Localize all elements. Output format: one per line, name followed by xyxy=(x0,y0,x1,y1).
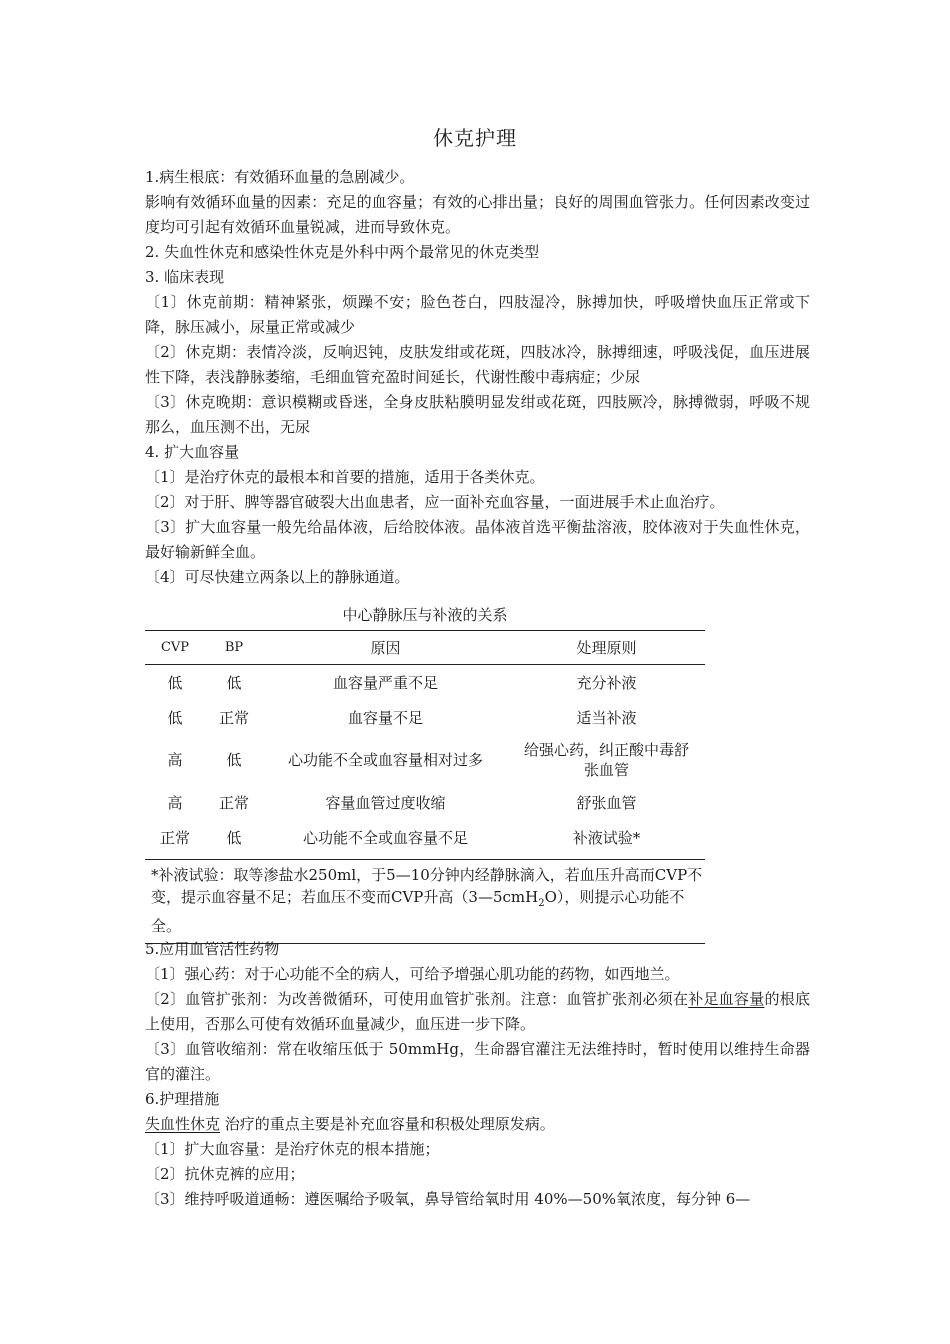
footnote-subscript: 2 xyxy=(538,898,545,909)
table-row xyxy=(145,665,705,701)
underlined-text: 失血性休克 xyxy=(145,1115,221,1133)
table-header-row xyxy=(145,631,705,665)
footnote-text-end: O），则提示心功能不全。 xyxy=(151,888,685,935)
section-4-heading: 4. 扩大血容量 xyxy=(145,443,240,461)
section-5-item: 〔1〕强心药：对于心功能不全的病人，可给予增强心肌功能的药物，如西地兰。 xyxy=(145,965,680,983)
section-6-intro xyxy=(145,1112,810,1137)
section-6-intro-text: 治疗的重点主要是补充血容量和积极处理原发病。 xyxy=(220,1115,555,1133)
table-cell: 给强心药，纠正酸中毒舒张血管 xyxy=(523,741,689,779)
table-cell: 低 xyxy=(167,673,183,692)
section-5-item-text: 〔2〕血管扩张剂：为改善微循环，可使用血管扩张剂。注意：血管扩张剂必须在 xyxy=(145,990,689,1008)
section-6-item: 〔3〕维持呼吸道通畅：遵医嘱给予吸氧，鼻导管给氧时用 40%—50%氧浓度，每分钟 6— xyxy=(145,1190,751,1208)
table-cell: 高 xyxy=(167,751,183,769)
table-caption: 中心静脉压与补液的关系 xyxy=(342,606,508,624)
section-5-item: 〔3〕血管收缩剂：常在收缩压低于 50mmHg，生命器官灌注无法维持时，暂时使用以维持生命器官的灌注。 xyxy=(145,1040,810,1083)
table-cell: 血容量严重不足 xyxy=(332,673,438,692)
section-3-heading: 3. 临床表现 xyxy=(145,268,225,286)
section-4-item: 〔4〕可尽快建立两条以上的静脉通道。 xyxy=(145,568,410,586)
section-1-text: 影响有效循环血量的因素：充足的血容量；有效的心排出量；良好的周围血管张力。任何因素改变过度均可引起有效循环血量锐减，进而导致休克。 xyxy=(145,193,810,236)
table-row xyxy=(145,785,705,820)
section-5-item-text-end: 的根底上使用，否那么可使有效循环血量减少，血压进一步下降。 xyxy=(145,990,810,1033)
section-6-item: 〔1〕扩大血容量：是治疗休克的根本措施； xyxy=(145,1140,440,1158)
footnote-text: *补液试验：取等渗盐水250ml，于5—10分钟内经静脉滴入，若血压升高而CVP不变，提示血容量不足；若血压不变而CVP升高（3—5cmH xyxy=(151,866,703,906)
section-3-item: 〔2〕休克期：表情冷淡，反响迟钝，皮肤发绀或花斑，四肢冰冷，脉搏细速，呼吸浅促，血压进展性下降，表浅静脉萎缩，毛细血管充盈时间延长，代谢性酸中毒病症；少尿 xyxy=(145,343,810,386)
section-4-item: 〔2〕对于肝、脾等器官破裂大出血患者，应一面补充血容量，一面进展手术止血治疗。 xyxy=(145,493,725,511)
table-header-cell: CVP xyxy=(145,631,205,665)
table-row xyxy=(145,735,705,785)
section-6-item: 〔2〕抗休克裤的应用； xyxy=(145,1165,305,1183)
body-text-bottom xyxy=(145,937,810,1212)
table-cell: 舒张血管 xyxy=(576,793,637,812)
cvp-table-block xyxy=(145,601,705,944)
underlined-text: 补足血容量 xyxy=(688,990,765,1008)
table-cell: 适当补液 xyxy=(576,708,637,727)
table-cell: 低 xyxy=(226,828,242,847)
table-cell: 正常 xyxy=(218,708,249,727)
section-5-item xyxy=(145,987,810,1037)
table-cell: 低 xyxy=(226,751,242,769)
section-6-heading: 6.护理措施 xyxy=(145,1090,220,1108)
table-row xyxy=(145,820,705,855)
page-title: 休克护理 xyxy=(433,126,517,150)
table-cell: 正常 xyxy=(218,793,249,812)
table-cell: 血容量不足 xyxy=(347,708,423,727)
section-3-item: 〔1〕休克前期：精神紧张，烦躁不安；脸色苍白，四肢湿冷，脉搏加快，呼吸增快血压正常或下降，脉压减小，尿量正常或减少 xyxy=(145,293,810,336)
table-header-cell: 原因 xyxy=(263,631,508,665)
table-cell: 心功能不全或血容量相对过多 xyxy=(287,751,483,769)
table-header-cell: 处理原则 xyxy=(508,631,705,665)
section-3-item: 〔3〕休克晚期：意识模糊或昏迷，全身皮肤粘膜明显发绀或花斑，四肢厥冷，脉搏微弱，呼吸不规那么，血压测不出，无尿 xyxy=(145,393,810,436)
body-text-top xyxy=(145,165,810,590)
table-row xyxy=(145,700,705,735)
table-cell: 低 xyxy=(226,673,242,692)
table-cell: 心功能不全或血容量不足 xyxy=(302,828,468,847)
table-cell: 正常 xyxy=(159,828,190,847)
cvp-table xyxy=(145,630,705,855)
table-cell: 高 xyxy=(167,793,183,812)
table-header-cell: BP xyxy=(205,631,263,665)
section-1-heading: 1.病生根底：有效循环血量的急剧减少。 xyxy=(145,168,415,186)
section-5-heading: 5.应用血管活性药物 xyxy=(145,940,280,958)
section-4-item: 〔3〕扩大血容量一般先给晶体液，后给胶体液。晶体液首选平衡盐溶液，胶体液对于失血性休克，最好输新鲜全血。 xyxy=(145,518,810,561)
table-cell: 补液试验* xyxy=(572,828,641,847)
table-footnote xyxy=(145,859,705,944)
section-2-heading: 2. 失血性休克和感染性休克是外科中两个最常见的休克类型 xyxy=(145,243,540,261)
table-cell: 容量血管过度收缩 xyxy=(325,793,446,812)
table-cell: 低 xyxy=(167,708,183,727)
section-4-item: 〔1〕是治疗休克的最根本和首要的措施，适用于各类休克。 xyxy=(145,468,545,486)
table-cell: 充分补液 xyxy=(576,673,637,692)
